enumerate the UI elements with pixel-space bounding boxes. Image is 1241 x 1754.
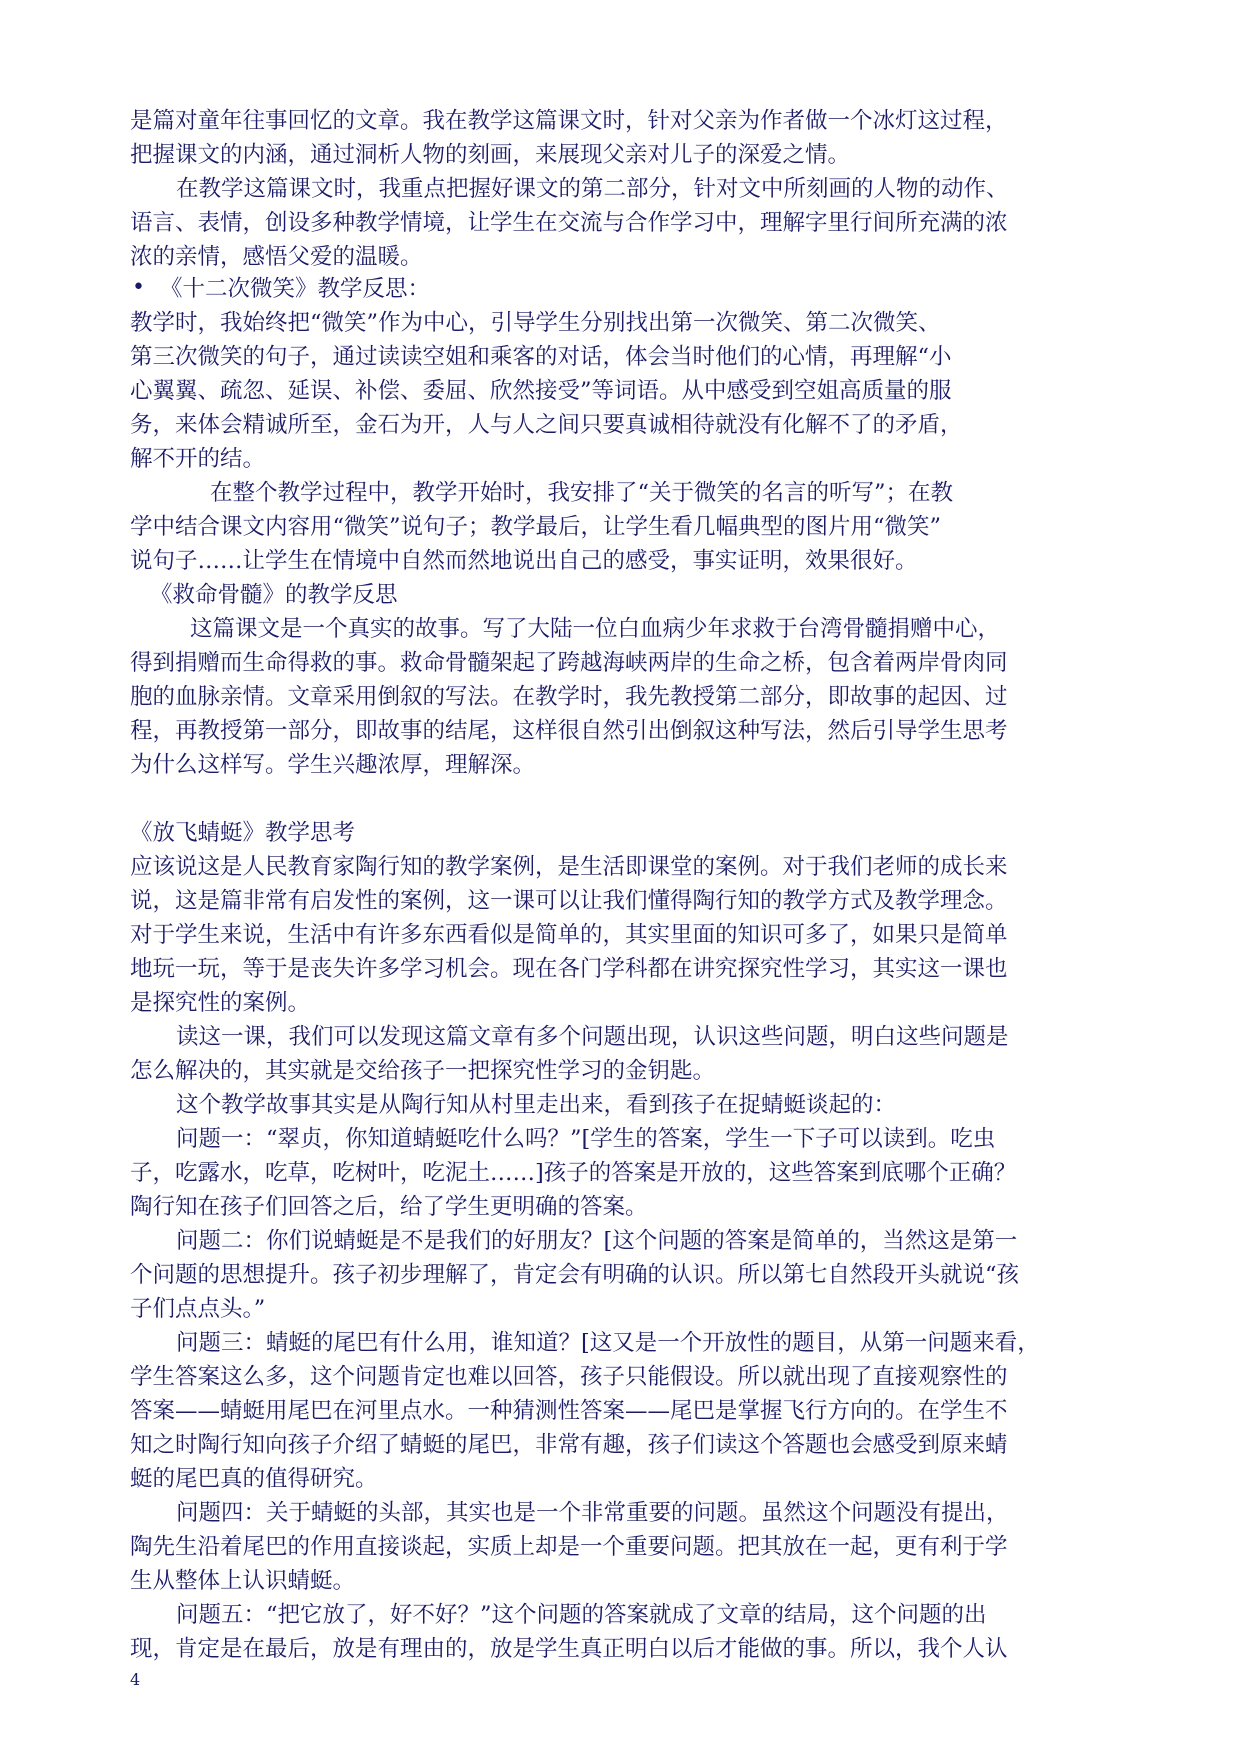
text-line: 在整个教学过程中，教学开始时，我安排了“关于微笑的名言的听写”；在教 [210,480,954,506]
text-line: 陶行知在孩子们回答之后，给了学生更明确的答案。 [130,1194,648,1220]
text-line: 是探究性的案例。 [130,990,311,1016]
text-line: 个问题的思想提升。孩子初步理解了，肯定会有明确的认识。所以第七自然段开头就说“孩 [130,1262,1020,1288]
text-line: 问题五：“把它放了，好不好？”这个问题的答案就成了文章的结局，这个问题的出 [176,1602,987,1628]
text-line: 子们点点头。” [130,1296,266,1322]
text-line: 答案——蜻蜓用尾巴在河里点水。一种猜测性答案——尾巴是掌握飞行方向的。在学生不 [130,1398,1008,1424]
text-line: 浓的亲情，感悟父爱的温暖。 [130,244,423,270]
text-line: 第三次微笑的句子，通过读读空姐和乘客的对话，体会当时他们的心情，再理解“小 [130,344,952,370]
text-line: 应该说这是人民教育家陶行知的教学案例，是生活即课堂的案例。对于我们老师的成长来 [130,854,1008,880]
text-line: 现，肯定是在最后，放是有理由的，放是学生真正明白以后才能做的事。所以，我个人认 [130,1636,1008,1662]
text-line: 陶先生沿着尾巴的作用直接谈起，实质上却是一个重要问题。把其放在一起，更有利于学 [130,1534,1008,1560]
text-line: 读这一课，我们可以发现这篇文章有多个问题出现，认识这些问题，明白这些问题是 [176,1024,1009,1050]
text-line: 务，来体会精诚所至，金石为开，人与人之间只要真诚相待就没有化解不了的矛盾， [130,412,963,438]
text-line: 问题四：关于蜻蜓的头部，其实也是一个非常重要的问题。虽然这个问题没有提出， [176,1500,1009,1526]
text-line: 解不开的结。 [130,446,266,472]
text-line: 教学时，我始终把“微笑”作为中心，引导学生分别找出第一次微笑、第二次微笑、 [130,310,941,336]
bullet-icon: • [132,275,145,300]
text-line: 说，这是篇非常有启发性的案例，这一课可以让我们懂得陶行知的教学方式及教学理念。 [130,888,1008,914]
text-line: 这篇课文是一个真实的故事。写了大陆一位白血病少年求救于台湾骨髓捐赠中心， [190,616,1001,642]
text-line: 蜓的尾巴真的值得研究。 [130,1466,378,1492]
text-line: 地玩一玩，等于是丧失许多学习机会。现在各门学科都在讲究探究性学习，其实这一课也 [130,956,1008,982]
text-line: 胞的血脉亲情。文章采用倒叙的写法。在教学时，我先教授第二部分，即故事的起因、过 [130,684,1008,710]
text-line: 知之时陶行知向孩子介绍了蜻蜓的尾巴，非常有趣，孩子们读这个答题也会感受到原来蜻 [130,1432,1008,1458]
text-line: 问题二：你们说蜻蜓是不是我们的好朋友？[这个问题的答案是简单的，当然这是第一 [176,1228,1018,1254]
text-line: 在教学这篇课文时，我重点把握好课文的第二部分，针对文中所刻画的人物的动作、 [176,176,1009,202]
text-line: 语言、表情，创设多种教学情境，让学生在交流与合作学习中，理解字里行间所充满的浓 [130,210,1008,236]
section-heading: 《十二次微笑》教学反思： [160,276,431,302]
text-line: 子，吃露水，吃草，吃树叶，吃泥土……]孩子的答案是开放的，这些答案到底哪个正确？ [130,1160,1017,1186]
text-line: 对于学生来说，生活中有许多东西看似是简单的，其实里面的知识可多了，如果只是简单 [130,922,1008,948]
text-line: 说句子……让学生在情境中自然而然地说出自己的感受，事实证明，效果很好。 [130,548,918,574]
text-line: 怎么解决的，其实就是交给孩子一把探究性学习的金钥匙。 [130,1058,716,1084]
text-line: 得到捐赠而生命得救的事。救命骨髓架起了跨越海峡两岸的生命之桥，包含着两岸骨肉同 [130,650,1008,676]
text-line: 问题三：蜻蜓的尾巴有什么用，谁知道？[这又是一个开放性的题目，从第一问题来看， [176,1330,1040,1356]
text-line: 程，再教授第一部分，即故事的结尾，这样很自然引出倒叙这种写法，然后引导学生思考 [130,718,1008,744]
text-line: 学生答案这么多，这个问题肯定也难以回答，孩子只能假设。所以就出现了直接观察性的 [130,1364,1008,1390]
text-line: 生从整体上认识蜻蜓。 [130,1568,356,1594]
text-line: 为什么这样写。学生兴趣浓厚，理解深。 [130,752,536,778]
section-heading: 《放飞蜻蜓》教学思考 [130,820,356,846]
text-line: 心翼翼、疏忽、延误、补偿、委屈、欣然接受”等词语。从中感受到空姐高质量的服 [130,378,952,404]
text-line: 问题一：“翠贞，你知道蜻蜓吃什么吗？”[学生的答案，学生一下子可以读到。吃虫 [176,1126,996,1152]
text-line: 是篇对童年往事回忆的文章。我在教学这篇课文时，针对父亲为作者做一个冰灯这过程， [130,108,1008,134]
page-number: 4 [130,1670,141,1689]
text-line: 把握课文的内涵，通过洞析人物的刻画，来展现父亲对儿子的深爱之情。 [130,142,851,168]
text-line: 这个教学故事其实是从陶行知从村里走出来，看到孩子在捉蜻蜓谈起的： [176,1092,897,1118]
text-line: 学中结合课文内容用“微笑”说句子；教学最后，让学生看几幅典型的图片用“微笑” [130,514,942,540]
section-heading: 《救命骨髓》的教学反思 [150,582,398,608]
